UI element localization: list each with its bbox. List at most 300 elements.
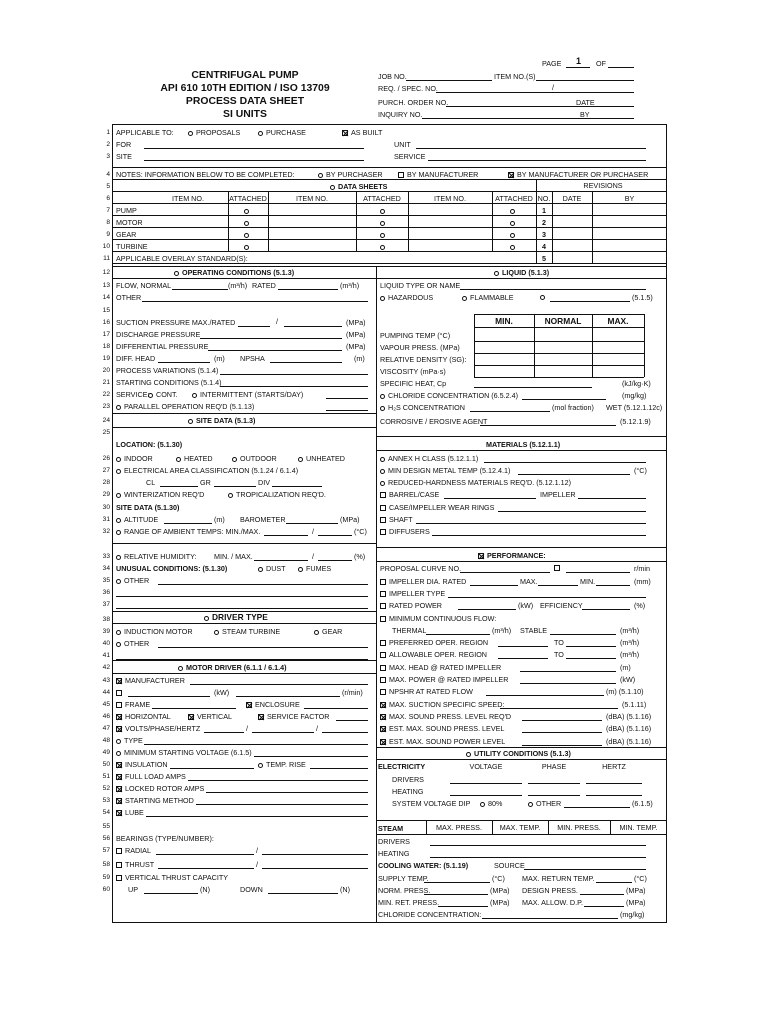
up-label: UP [128, 885, 138, 894]
driver-type-heading: DRIVER TYPE [204, 613, 268, 622]
vertical-checkbox [188, 714, 194, 720]
attached-radio-motor-1[interactable] [244, 218, 252, 227]
diff-head-unit: (m) [214, 354, 225, 363]
temp-rise-option[interactable]: TEMP. RISE [258, 760, 306, 769]
hazardous-option[interactable]: HAZARDOUS [380, 293, 433, 302]
unusual-other-option[interactable]: OTHER [116, 576, 149, 585]
gear-radio [314, 630, 319, 635]
outdoor-option[interactable]: OUTDOOR [232, 454, 277, 463]
col-attached-3: ATTACHED [495, 194, 533, 203]
dip-80-option[interactable]: 80% [480, 799, 502, 808]
preferred-region-option[interactable]: PREFERRED OPER. REGION [380, 638, 488, 647]
est-power-unit: (dBA) (5.1.16) [606, 737, 652, 746]
site-data-subheading: SITE DATA (5.1.30) [116, 503, 180, 512]
by-purchaser-option[interactable]: BY PURCHASER [318, 170, 383, 179]
rated-power-option[interactable]: RATED POWER [380, 601, 442, 610]
revision-1: 1 [542, 206, 546, 215]
row-number: 7 [106, 207, 110, 214]
row-number: 6 [106, 195, 110, 202]
min-start-voltage-option[interactable]: MINIMUM STARTING VOLTAGE (6.1.5) [116, 748, 252, 757]
row-number: 16 [102, 319, 110, 326]
attached-radio-gear-1[interactable] [244, 230, 252, 239]
vertical-option[interactable]: VERTICAL [188, 712, 232, 721]
relative-density-label: RELATIVE DENSITY (SG): [380, 355, 467, 364]
service-factor-checkbox [258, 714, 264, 720]
suction-pressure-label: SUCTION PRESSURE MAX./RATED [116, 318, 236, 327]
row-number: 13 [102, 282, 110, 289]
shaft-option[interactable]: SHAFT [380, 515, 413, 524]
location-label: LOCATION: (5.1.30) [116, 440, 183, 449]
liquid-max-col: MAX. [607, 316, 629, 326]
title-line-4: SI UNITS [223, 109, 267, 120]
npsha-unit: (m) [354, 354, 365, 363]
max-head-unit: (m) [620, 663, 631, 672]
row-number: 48 [102, 737, 110, 744]
row-number: 1 [106, 129, 110, 136]
row-number: 58 [102, 861, 110, 868]
dip-other-radio [528, 802, 533, 807]
max-return-label: MAX. RETURN TEMP. [522, 874, 595, 883]
type-radio [116, 739, 121, 744]
site-data-radio [188, 419, 193, 424]
liquid-heading: LIQUID (5.1.3) [494, 268, 549, 277]
humidity-unit: (%) [354, 552, 366, 561]
steam-turbine-radio [214, 630, 219, 635]
steam-max-press: MAX. PRESS. [436, 823, 482, 832]
radial-checkbox [116, 848, 122, 854]
differential-pressure-label: DIFFERENTIAL PRESSURE [116, 342, 209, 351]
row-number: 38 [102, 616, 110, 623]
up-unit: (N) [200, 885, 210, 894]
utility-radio [466, 752, 471, 757]
title-line-1: CENTRIFUGAL PUMP [191, 70, 299, 81]
induction-radio [116, 630, 121, 635]
purchase-option[interactable]: PURCHASE [258, 128, 306, 137]
wet-ref: WET (5.12.1.12c) [606, 403, 663, 412]
row-number: 41 [102, 652, 110, 659]
row-number: 47 [102, 725, 110, 732]
col-by: BY [624, 194, 635, 203]
purchase-radio [258, 131, 263, 136]
attached-radio-pump-3[interactable] [510, 206, 518, 215]
row-number: 44 [102, 689, 110, 696]
specific-heat-label: SPECIFIC HEAT, Cp [380, 379, 447, 388]
row-number: 59 [102, 874, 110, 881]
proposal-curve-checkbox-wrap[interactable] [554, 563, 563, 572]
row-number: 9 [106, 231, 110, 238]
steam-drivers-label: DRIVERS [378, 837, 410, 846]
suction-unit: (MPa) [346, 318, 366, 327]
diffusers-checkbox [380, 529, 386, 535]
humidity-radio [116, 555, 121, 560]
thrust-option[interactable]: THRUST [116, 860, 154, 869]
tropicalization-radio [228, 493, 233, 498]
row-number: 23 [102, 403, 110, 410]
row-number: 35 [102, 577, 110, 584]
impeller-dia-option[interactable]: IMPELLER DIA. RATED [380, 577, 466, 586]
cont-option[interactable]: CONT. [148, 390, 178, 399]
row-number: 36 [102, 589, 110, 596]
reduced-hardness-option[interactable]: REDUCED-HARDNESS MATERIALS REQ'D. (5.12.1.12) [380, 478, 571, 487]
viscosity-label: VISCOSITY (mPa·s) [380, 367, 446, 376]
dip-80-radio [480, 802, 485, 807]
dust-option[interactable]: DUST [258, 564, 286, 573]
proposals-option[interactable]: PROPOSALS [188, 128, 240, 137]
electrical-area-option[interactable]: ELECTRICAL AREA CLASSIFICATION (5.1.24 / 6.1.4) [116, 466, 298, 475]
driver-other-radio [116, 642, 121, 647]
thrust-checkbox [116, 862, 122, 868]
npsha-label: NPSHA [240, 354, 265, 363]
equipment-label-pump: PUMP [116, 206, 137, 215]
row-number: 53 [102, 797, 110, 804]
attached-radio-turbine-3[interactable] [510, 242, 518, 251]
attached-radio-turbine-1[interactable] [244, 242, 252, 251]
lube-option[interactable]: LUBE [116, 808, 144, 817]
volts-option[interactable]: VOLTS/PHASE/HERTZ [116, 724, 200, 733]
item-no-label: ITEM NO.(S) [494, 72, 536, 81]
revision-2: 2 [542, 218, 546, 227]
winterization-radio [116, 493, 121, 498]
flammable-radio [462, 296, 467, 301]
parallel-operation-option[interactable]: PARALLEL OPERATION REQ'D (5.1.13) [116, 402, 254, 411]
barometer-unit: (MPa) [340, 515, 360, 524]
min-start-radio [116, 751, 121, 756]
pumping-temp-label: PUMPING TEMP (°C) [380, 331, 451, 340]
voltage-col: VOLTAGE [469, 762, 503, 771]
page-number: 1 [576, 56, 582, 66]
min-flow-option[interactable]: MINIMUM CONTINUOUS FLOW: [380, 614, 496, 623]
proposal-rmin: r/min [634, 564, 650, 573]
tropicalization-option[interactable]: TROPICALIZATION REQ'D. [228, 490, 326, 499]
efficiency-unit: (%) [634, 601, 646, 610]
attached-radio-pump-1[interactable] [244, 206, 252, 215]
notes-label: NOTES: INFORMATION BELOW TO BE COMPLETED: [116, 170, 295, 179]
title-line-3: PROCESS DATA SHEET [185, 96, 305, 107]
row-number: 52 [102, 785, 110, 792]
impeller-dia-checkbox [380, 579, 386, 585]
fumes-radio [298, 567, 303, 572]
stable-label: STABLE [520, 626, 548, 635]
npshr-option[interactable]: NPSHR AT RATED FLOW [380, 687, 473, 696]
norm-press-label: NORM. PRESS. [378, 886, 431, 895]
liquid-ref: (5.1.5) [632, 293, 653, 302]
vapour-press-label: VAPOUR PRESS. (MPa) [380, 343, 460, 352]
humidity-slash: / [312, 552, 314, 561]
site-label: SITE [116, 152, 132, 161]
unheated-radio [298, 457, 303, 462]
humidity-minmax: MIN. / MAX. [214, 552, 253, 561]
row-number: 56 [102, 835, 110, 842]
annex-h-option[interactable]: ANNEX H CLASS (5.12.1.1) [380, 454, 478, 463]
flow-unit-2: (m³/h) [340, 281, 360, 290]
ambient-radio [116, 530, 121, 535]
wear-rings-checkbox [380, 505, 386, 511]
starting-method-option[interactable]: STARTING METHOD [116, 796, 194, 805]
altitude-option[interactable]: ALTITUDE [116, 515, 158, 524]
req-slash: / [552, 83, 554, 92]
down-unit: (N) [340, 885, 350, 894]
revision-4: 4 [542, 242, 546, 251]
heating-label: HEATING [392, 787, 424, 796]
row-number: 10 [102, 243, 110, 250]
dip-other-option[interactable]: OTHER [528, 799, 561, 808]
steam-min-temp: MIN. TEMP. [619, 823, 658, 832]
motor-kw-unit: (kW) [214, 688, 230, 697]
row-number: 33 [102, 553, 110, 560]
row-number: 19 [102, 355, 110, 362]
manufacturer-checkbox [116, 678, 122, 684]
ambient-temps-option[interactable]: RANGE OF AMBIENT TEMPS: MIN./MAX. [116, 527, 260, 536]
attached-radio-gear-3[interactable] [510, 230, 518, 239]
row-number: 3 [106, 153, 110, 160]
chloride-option[interactable]: CHLORIDE CONCENTRATION (6.5.2.4) [380, 391, 518, 400]
hertz-col: HERTZ [602, 762, 626, 771]
row-number: 46 [102, 713, 110, 720]
col-date: DATE [562, 194, 582, 203]
cooling-water-label: COOLING WATER: (5.1.19) [378, 861, 469, 870]
data-sheets-heading: DATA SHEETS [330, 182, 387, 191]
preferred-unit: (m³/h) [620, 638, 640, 647]
frame-checkbox [116, 702, 122, 708]
job-no-label: JOB NO. [378, 72, 407, 81]
source-label: SOURCE [494, 861, 525, 870]
allowable-unit: (m³/h) [620, 650, 640, 659]
flow-normal-label: FLOW, NORMAL [116, 281, 172, 290]
temp-rise-radio [258, 763, 263, 768]
row-number: 37 [102, 601, 110, 608]
specific-heat-unit: (kJ/kg·K) [622, 379, 651, 388]
volts-checkbox [116, 726, 122, 732]
liquid-other-option[interactable] [540, 292, 548, 301]
motor-kw-option[interactable] [116, 688, 125, 697]
col-no: NO. [537, 194, 551, 203]
col-attached-2: ATTACHED [363, 194, 401, 203]
indoor-radio [116, 457, 121, 462]
frame-option[interactable]: FRAME [116, 700, 150, 709]
radial-option[interactable]: RADIAL [116, 846, 151, 855]
steam-max-temp: MAX. TEMP. [499, 823, 541, 832]
max-suction-ref: (5.1.11) [622, 700, 647, 709]
col-item-no-1: ITEM NO. [172, 194, 204, 203]
full-load-amps-option[interactable]: FULL LOAD AMPS [116, 772, 186, 781]
vertical-thrust-checkbox [116, 875, 122, 881]
as-built-option[interactable]: AS BUILT [342, 128, 382, 137]
outdoor-radio [232, 457, 237, 462]
max-head-option[interactable]: MAX. HEAD @ RATED IMPELLER [380, 663, 501, 672]
col-attached-1: ATTACHED [229, 194, 267, 203]
row-number: 4 [106, 171, 110, 178]
site-data-heading: SITE DATA (5.1.3) [188, 416, 255, 425]
horizontal-option[interactable]: HORIZONTAL [116, 712, 171, 721]
materials-heading: MATERIALS (5.12.1.1) [486, 440, 561, 449]
motor-driver-heading: MOTOR DRIVER (6.1.1 / 6.1.4) [178, 663, 287, 672]
insulation-checkbox [116, 762, 122, 768]
h2s-option[interactable]: H₂S CONCENTRATION [380, 403, 465, 412]
stable-unit: (m³/h) [620, 626, 640, 635]
dust-radio [258, 567, 263, 572]
operating-conditions-heading: OPERATING CONDITIONS (5.1.3) [174, 268, 294, 277]
bearings-label: BEARINGS (TYPE/NUMBER): [116, 834, 214, 843]
row-number: 15 [102, 307, 110, 314]
diffusers-option[interactable]: DIFFUSERS [380, 527, 430, 536]
min-metal-temp-option[interactable]: MIN DESIGN METAL TEMP (5.12.4.1) [380, 466, 510, 475]
impeller-max: MAX. [520, 577, 538, 586]
unusual-other-radio [116, 579, 121, 584]
row-number: 25 [102, 429, 110, 436]
driver-other-option[interactable]: OTHER [116, 639, 149, 648]
impeller-type-option[interactable]: IMPELLER TYPE [380, 589, 445, 598]
row-number: 55 [102, 823, 110, 830]
max-suction-checkbox [380, 702, 386, 708]
min-ret-label: MIN. RET. PRESS. [378, 898, 440, 907]
attached-radio-motor-2[interactable] [380, 218, 388, 227]
proposal-curve-label: PROPOSAL CURVE NO. [380, 564, 462, 573]
row-number: 26 [102, 455, 110, 462]
efficiency-label: EFFICIENCY [540, 601, 583, 610]
cooling-chloride-unit: (mg/kg) [620, 910, 645, 919]
max-dp-unit: (MPa) [626, 898, 646, 907]
row-number: 27 [102, 467, 110, 474]
driver-type-radio [204, 616, 209, 621]
row-number: 29 [102, 491, 110, 498]
attached-radio-pump-2[interactable] [380, 206, 388, 215]
equipment-label-turbine: TURBINE [116, 242, 148, 251]
motor-driver-radio [178, 666, 183, 671]
cl-label: CL [146, 478, 156, 487]
enclosure-checkbox [246, 702, 252, 708]
by-mfr-or-purch-checkbox [508, 172, 514, 178]
req-spec-label: REQ. / SPEC. NO. [378, 84, 438, 93]
liquid-min-col: MIN. [495, 316, 513, 326]
barrel-case-option[interactable]: BARREL/CASE [380, 490, 439, 499]
npshr-unit: (m) (5.1.10) [606, 687, 644, 696]
flammable-option[interactable]: FLAMMABLE [462, 293, 514, 302]
corrosive-label: CORROSIVE / EROSIVE AGENT [380, 417, 488, 426]
steam-turbine-option[interactable]: STEAM TURBINE [214, 627, 280, 636]
vertical-thrust-option[interactable]: VERTICAL THRUST CAPACITY [116, 873, 228, 882]
steam-heating-label: HEATING [378, 849, 410, 858]
attached-radio-motor-3[interactable] [510, 218, 518, 227]
dip-ref: (6.1.5) [632, 799, 653, 808]
overlay-standards-label: APPLICABLE OVERLAY STANDARD(S): [116, 254, 248, 263]
est-sound-option[interactable]: EST. MAX. SOUND PRESS. LEVEL [380, 724, 504, 733]
row-number: 21 [102, 379, 110, 386]
differential-unit: (MPa) [346, 342, 366, 351]
sound-req-option[interactable]: MAX. SOUND PRESS. LEVEL REQ'D [380, 712, 511, 721]
barrel-checkbox [380, 492, 386, 498]
row-number: 43 [102, 677, 110, 684]
diff-head-label: DIFF. HEAD [116, 354, 156, 363]
row-number: 42 [102, 664, 110, 671]
heated-option[interactable]: HEATED [176, 454, 213, 463]
radial-slash: / [256, 846, 258, 855]
by-manufacturer-option[interactable]: BY MANUFACTURER [398, 170, 478, 179]
down-label: DOWN [240, 885, 263, 894]
row-number: 39 [102, 628, 110, 635]
indoor-option[interactable]: INDOOR [116, 454, 153, 463]
fumes-option[interactable]: FUMES [298, 564, 331, 573]
max-power-unit: (kW) [620, 675, 636, 684]
type-option[interactable]: TYPE [116, 736, 143, 745]
row-number: 30 [102, 504, 110, 511]
liquid-type-label: LIQUID TYPE OR NAME [380, 281, 461, 290]
of-label: OF [596, 59, 606, 68]
for-label: FOR [116, 140, 132, 149]
impeller-type-checkbox [380, 591, 386, 597]
unheated-option[interactable]: UNHEATED [298, 454, 345, 463]
sound-req-unit: (dBA) (5.1.16) [606, 712, 652, 721]
unit-label: UNIT [394, 140, 411, 149]
min-metal-radio [380, 469, 385, 474]
locked-rotor-option[interactable]: LOCKED ROTOR AMPS [116, 784, 204, 793]
humidity-option[interactable]: RELATIVE HUMIDITY: [116, 552, 197, 561]
enclosure-option[interactable]: ENCLOSURE [246, 700, 300, 709]
row-number: 14 [102, 294, 110, 301]
row-number: 18 [102, 343, 110, 350]
winterization-option[interactable]: WINTERIZATION REQ'D [116, 490, 204, 499]
steam-label: STEAM [378, 824, 404, 833]
cont-radio [148, 393, 153, 398]
electricity-label: ELECTRICITY [378, 762, 426, 771]
other-label: OTHER [116, 293, 142, 302]
row-number: 50 [102, 761, 110, 768]
supply-temp-label: SUPPLY TEMP. [378, 874, 429, 883]
discharge-unit: (MPa) [346, 330, 366, 339]
impeller-min: MIN. [580, 577, 596, 586]
reduced-hardness-radio [380, 481, 385, 486]
row-number: 57 [102, 847, 110, 854]
min-metal-unit: (°C) [634, 466, 647, 475]
max-suction-option[interactable]: MAX. SUCTION SPECIFIC SPEED: [380, 700, 504, 709]
inquiry-label: INQUIRY NO. [378, 110, 423, 119]
gear-option[interactable]: GEAR [314, 627, 342, 636]
service-factor-option[interactable]: SERVICE FACTOR [258, 712, 329, 721]
npshr-checkbox [380, 689, 386, 695]
attached-radio-gear-2[interactable] [380, 230, 388, 239]
chloride-radio [380, 394, 385, 399]
unusual-conditions-label: UNUSUAL CONDITIONS: (5.1.30) [116, 564, 228, 573]
row-number: 34 [102, 565, 110, 572]
insulation-option[interactable]: INSULATION [116, 760, 168, 769]
gr-label: GR [200, 478, 211, 487]
barometer-label: BAROMETER [240, 515, 286, 524]
by-mfr-or-purch-option[interactable]: BY MANUFACTURER OR PURCHASER [508, 170, 648, 179]
preferred-to: TO [554, 638, 564, 647]
process-variations-label: PROCESS VARIATIONS (5.1.4) [116, 366, 219, 375]
page-label: PAGE [542, 59, 562, 68]
phase-col: PHASE [541, 762, 567, 771]
title-line-2: API 610 10TH EDITION / ISO 13709 [160, 83, 330, 94]
induction-motor-option[interactable]: INDUCTION MOTOR [116, 627, 193, 636]
lube-checkbox [116, 810, 122, 816]
row-number: 32 [102, 528, 110, 535]
row-number: 24 [102, 417, 110, 424]
manufacturer-option[interactable]: MANUFACTURER [116, 676, 185, 685]
altitude-unit: (m) [214, 515, 225, 524]
wear-rings-option[interactable]: CASE/IMPELLER WEAR RINGS [380, 503, 494, 512]
row-number: 22 [102, 391, 110, 398]
max-power-option[interactable]: MAX. POWER @ RATED IMPELLER [380, 675, 508, 684]
utility-heading: UTILITY CONDITIONS (5.1.3) [466, 749, 571, 758]
performance-checkbox [478, 553, 484, 559]
attached-radio-turbine-2[interactable] [380, 242, 388, 251]
revisions-heading: REVISIONS [583, 181, 623, 190]
row-number: 8 [106, 219, 110, 226]
applicable-to-label: APPLICABLE TO: [116, 128, 174, 137]
intermittent-option[interactable]: INTERMITTENT (STARTS/DAY) [192, 390, 303, 399]
allowable-region-option[interactable]: ALLOWABLE OPER. REGION [380, 650, 487, 659]
est-power-option[interactable]: EST. MAX. SOUND POWER LEVEL [380, 737, 505, 746]
